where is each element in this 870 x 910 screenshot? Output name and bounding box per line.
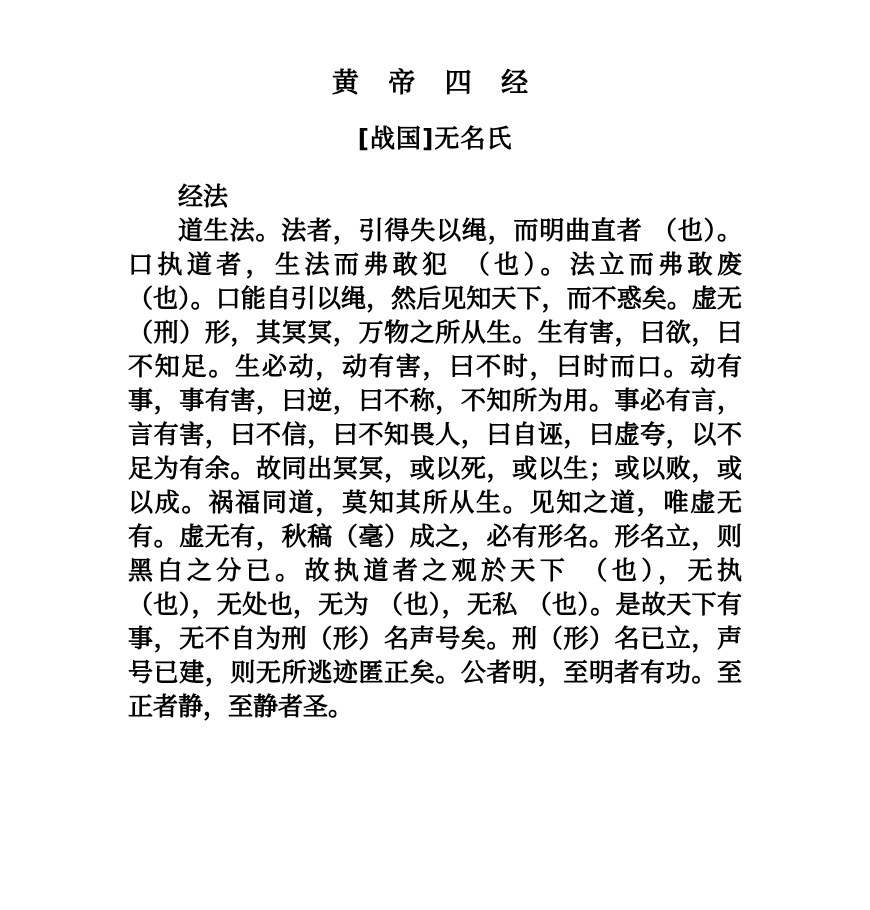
document-title: 黄 帝 四 经: [331, 68, 539, 99]
document-author: [战国]无名氏: [357, 124, 513, 154]
document-page: [0, 68, 870, 910]
body-paragraph: 道生法。法者，引得失以绳，而明曲直者 （也）。口执道者，生法而弗敢犯 （也）。法立而弗敢废 （也）。口能自引以绳，然后见知天下，而不惑矣。虚无（刑）形，其冥冥，万物之所从生。生有害，曰欲，曰不知足。生必动，动有害，曰不时，曰时而口。动有事，事有害，曰逆，曰不称，不知所为用。事必有言，言有害，曰不信，曰不知畏人，曰自诬，曰虚夸，以不足为有余。故同出冥冥，或以死，或以生；或以败，或以成。祸福同道，莫知其所从生。见知之道，唯虚无有。虚无有，秋稿（毫）成之，必有形名。形名立，则黑白之分已。故执道者之观於天下 （也），无执 （也），无处也，无为 （也），无私 （也）。是故天下有事，无不自为刑（形）名声号矣。刑（形）名已立，声号已建，则无所逃迹匿正矣。公者明，至明者有功。至正者静，至静者圣。: [128, 216, 742, 722]
document-body: [128, 180, 742, 724]
section-heading: 经法: [178, 182, 229, 212]
